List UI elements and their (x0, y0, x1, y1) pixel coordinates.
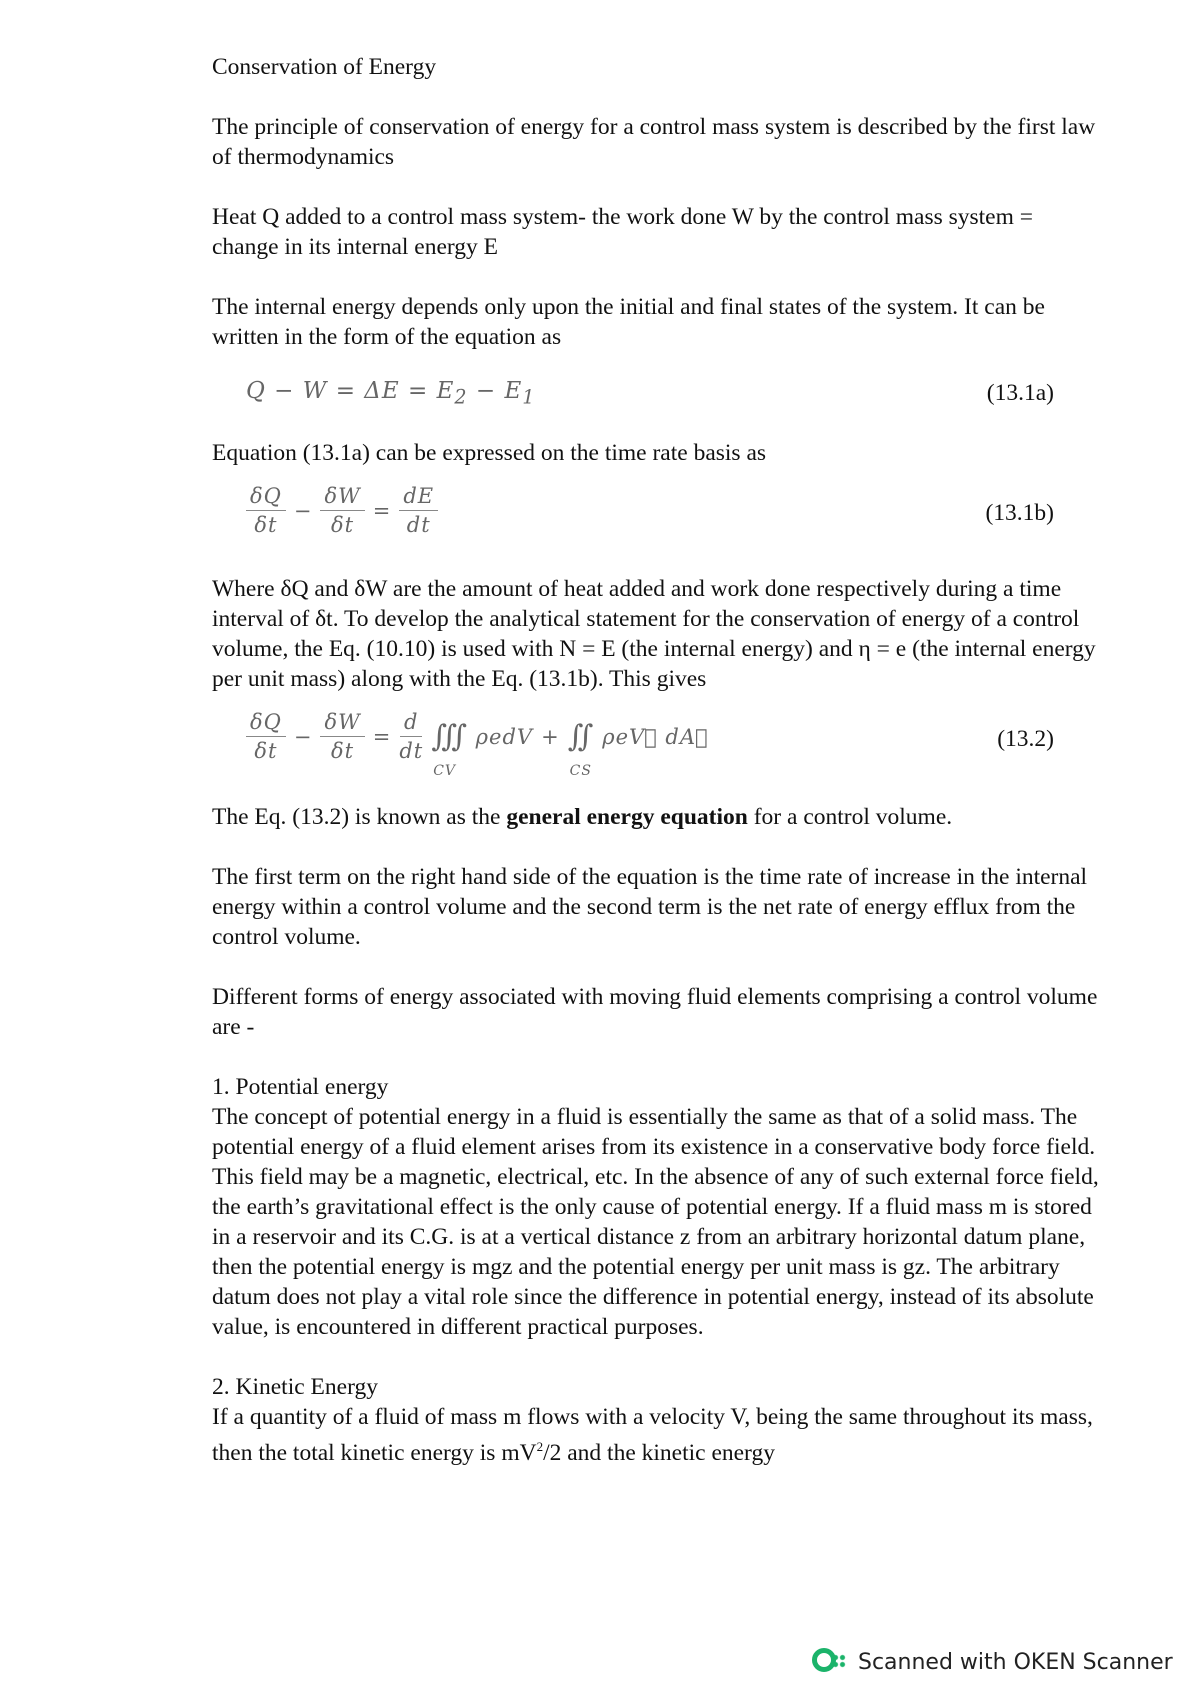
double-integral-sign: ∬ CS (567, 718, 595, 779)
document-title: Conservation of Energy (212, 54, 437, 80)
document-content (212, 52, 1102, 1498)
section-heading: 1. Potential energy (212, 1074, 389, 1100)
paragraph-general-energy-equation: The Eq. (13.2) is known as the general energy equation for a control volume. (212, 804, 953, 830)
fraction: $\frac{\delta W}{\delta t}$ (320, 482, 364, 539)
fraction: $\frac{\delta W}{\delta t}$ (320, 708, 364, 765)
paragraph-time-rate: Equation (13.1a) can be expressed on the time rate basis as (212, 440, 767, 466)
equation-13-2-expression: $\frac{\delta Q}{\delta t}$ − $\frac{\delta W}{\delta t}$ = $\frac{d}{dt}$ ∭ CV ρedV + ∬ CS ρeV⃗ dA⃗ (246, 708, 709, 765)
paragraph-first-law: The principle of conservation of energy for a control mass system is described by the first law of thermodynamics (212, 114, 1096, 170)
paragraph-control-volume: Where δQ and δW are the amount of heat added and work done respectively during a time interval of δt. To develop the analytical statement for the conservation of energy of a control volume, the Eq. (10.10) is used with N = E (the internal energy) and η = e (the internal energy per unit mass) along with the Eq. (13.1b). This gives (212, 576, 1096, 692)
section-body: If a quantity of a fluid of mass m flows with a velocity V, being the same throughout its mass, then the total kinetic energy is $mV^2/2$ and the kinetic energy (212, 1404, 1093, 1466)
equation-number: (13.1b) (985, 500, 1054, 526)
equation-13-2 (212, 704, 1102, 778)
fraction: $\frac{\delta Q}{\delta t}$ (246, 708, 286, 765)
fraction: $\frac{\delta Q}{\delta t}$ (246, 482, 286, 539)
section-potential-energy (212, 1072, 1102, 1342)
section-kinetic-energy (212, 1372, 1102, 1468)
equation-13-1a-expression: $Q - W = \Delta E = E_2 - E_1$ (246, 378, 536, 409)
equation-number: (13.1a) (986, 380, 1054, 406)
paragraph-terms: The first term on the right hand side of the equation is the time rate of increase in the internal energy within a control volume and the second term is the net rate of energy efflux from the control volume. (212, 864, 1088, 950)
paragraph-forms-of-energy: Different forms of energy associated with moving fluid elements comprising a control volume are - (212, 984, 1098, 1040)
oken-scanner-logo-icon (812, 1648, 848, 1676)
equation-13-1b-expression: $\frac{\delta Q}{\delta t}$ − $\frac{\delta W}{\delta t}$ = $\frac{dE}{dt}$ (246, 482, 438, 539)
triple-integral-sign: ∭ CV (431, 718, 468, 779)
equation-number: (13.2) (997, 726, 1054, 752)
paragraph-internal-energy: The internal energy depends only upon the initial and final states of the system. It can be written in the form of the equation as (212, 294, 1045, 350)
section-body: The concept of potential energy in a fluid is essentially the same as that of a solid mass. The potential energy of a fluid element arises from its existence in a conservative body force field. This field may be a magnetic, electrical, etc. In the absence of any of such external force field, the earth’s gravitational effect is the only cause of potential energy. If a fluid mass m is stored in a reservoir and its C.G. is at a vertical distance z from an arbitrary horizontal datum plane, then the potential energy is mgz and the potential energy per unit mass is gz. The arbitrary datum does not play a vital role since the difference in potential energy, instead of its absolute value, is encountered in different practical purposes. (212, 1104, 1099, 1340)
equation-13-1b (212, 478, 1102, 552)
fraction: $\frac{d}{dt}$ (399, 710, 424, 763)
section-heading: 2. Kinetic Energy (212, 1374, 378, 1400)
equation-13-1a (212, 368, 1102, 414)
paragraph-heat-work: Heat Q added to a control mass system- the work done W by the control mass system = change in its internal energy E (212, 204, 1034, 260)
fraction: $\frac{dE}{dt}$ (399, 482, 438, 539)
watermark-text: Scanned with OKEN Scanner (858, 1649, 1173, 1675)
scanner-watermark (812, 1648, 1173, 1676)
